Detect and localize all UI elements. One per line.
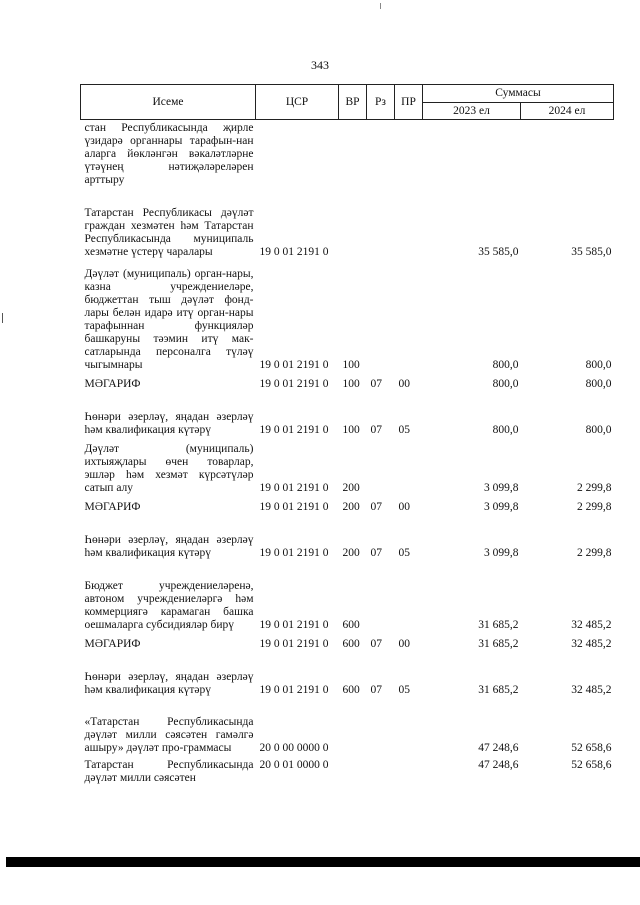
scan-mark [2, 313, 3, 323]
header-sums: Суммасы [423, 85, 614, 103]
header-2024: 2024 ел [521, 102, 614, 120]
table-row: МӘГАРИФ 19 0 01 2191 0 100 07 00 800,0 800,0 [84, 378, 612, 390]
budget-table [80, 84, 614, 789]
header-2023: 2023 ел [423, 102, 521, 120]
table-row: стан Республикасында җирле үзидарә органнары тарафын-нан аларга йөкләнгән вәкаләтләрне үтәүнең нәтиҗәләреләрен арттыру [84, 122, 254, 186]
table-row: Һөнәри әзерләү, яңадан әзерләү һәм квалификация күтәрү 19 0 01 2191 0 600 07 05 31 685,2 32 485,2 [84, 671, 612, 696]
header-rz: Рз [367, 85, 395, 120]
header-name: Исеме [81, 85, 256, 120]
table-row: Дәүләт (муниципаль) ихтыяҗлары өчен товарлар, эшләр һәм хезмәт күрсәтүләр сатып алу 19 0 01 2191 0 200 3 099,8 2 299,8 [84, 443, 612, 494]
table-row: «Татарстан Республикасында дәүләт милли сәясәтен гамәлгә ашыру» дәүләт про-граммасы 20 0 00 0000 0 47 248,6 52 658,6 [84, 716, 612, 754]
scan-mark [380, 3, 381, 9]
table-row: Татарстан Республикасы дәүләт граждан хезмәтен һәм Татарстан Республикасында муниципаль хезмәтне үстерү чаралары 19 0 01 2191 0 35 585,0 35 585,0 [84, 207, 612, 258]
scan-border-bar [6, 857, 640, 867]
table-row: Һөнәри әзерләү, яңадан әзерләү һәм квалификация күтәрү 19 0 01 2191 0 200 07 05 3 099,8 2 299,8 [84, 534, 612, 559]
table-row: Татарстан Республикасында дәүләт милли сәясәтен 20 0 01 0000 0 47 248,6 52 658,6 [84, 759, 612, 784]
table-row: Һөнәри әзерләү, яңадан әзерләү һәм квалификация күтәрү 19 0 01 2191 0 100 07 05 800,0 800,0 [84, 411, 612, 436]
page-number: 343 [311, 58, 329, 72]
header-vr: ВР [339, 85, 367, 120]
table-row: Дәүләт (муниципаль) орган-нары, казна учреждениеләре, бюджеттан тыш дәүләт фонд-лары белән идарә итү орган-нары тарафыннан функцияләр башкаруны тәэмин итү мак-сатларында персоналга түләү чыгымнары 19 0 01 2191 0 100 800,0 800,0 [84, 268, 612, 371]
header-csr: ЦСР [256, 85, 339, 120]
table-row: МӘГАРИФ 19 0 01 2191 0 600 07 00 31 685,2 32 485,2 [84, 638, 612, 650]
table-row: Бюджет учреждениеләренә, автоном учреждениеләргә һәм коммерциягә карамаган башка оешмаларга субсидияләр бирү 19 0 01 2191 0 600 31 685,2 32 485,2 [84, 580, 612, 631]
header-pr: ПР [395, 85, 423, 120]
table-row: МӘГАРИФ 19 0 01 2191 0 200 07 00 3 099,8 2 299,8 [84, 501, 612, 513]
